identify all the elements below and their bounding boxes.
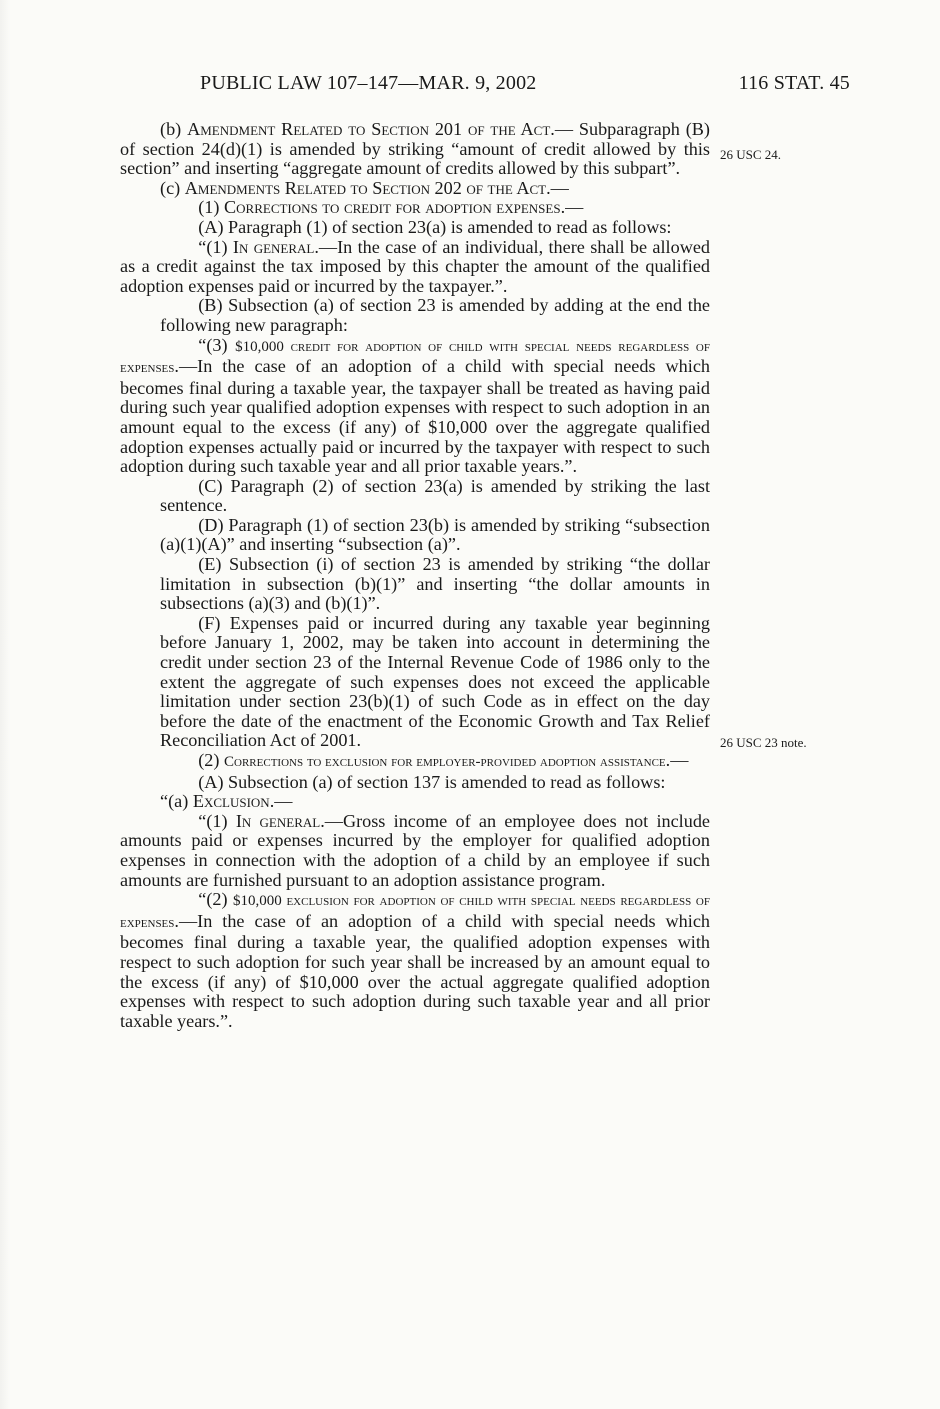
para-c-heading: Amendments Related to Section 202 of the Act — [184, 177, 547, 198]
quoted-3-number: “(3) — [198, 334, 236, 355]
quoted-a-heading: Exclusion — [192, 791, 270, 812]
quoted-a1-text: .—Gross income of an employee does not include amounts paid or expenses incurred by the employer for qualified adoption expenses in connection with the adoption of a child by an employee if such amounts are furnished pursuant to an adoption assistance program. — [120, 810, 710, 890]
para-b-text: .— Subparagraph (B) of section 24(d)(1) is amended by striking “amount of credit allowed by this section” and inserting “aggregate amount of credits allowed by this subpart”. — [120, 119, 710, 179]
page-edge-shadow — [0, 0, 10, 1409]
paragraph-c-1-f: (F) Expenses paid or incurred during any taxable year beginning before January 1, 2002, may be taken into account in determining the credit under section 23 of the Internal Revenue Code of 1986 only to the extent the aggregate of such expenses does not exceed the applicable limitation under section 23(b)(1) of such Code as in effect on the day before the date of the enactment of the Economic Growth and Tax Relief Reconciliation Act of 2001. — [160, 612, 710, 751]
quoted-a1-number: “(1) — [198, 810, 236, 831]
quoted-paragraph-3 — [120, 336, 710, 477]
quoted-1-number: “(1) — [198, 236, 233, 257]
quoted-subsection-a — [120, 792, 710, 812]
para-c2-number: (2) — [198, 750, 225, 770]
para-c1-text: .— — [560, 197, 584, 218]
quoted-1-text: .—In the case of an individual, there shall be allowed as a credit against the tax imposed by this chapter the amount of the qualified adoption expenses paid or incurred by the taxpayer.”. — [120, 236, 710, 296]
paragraph-c-2 — [120, 751, 710, 773]
quoted-1-heading: In general — [232, 236, 315, 257]
sidenote-26-usc-24: 26 USC 24. — [720, 147, 782, 162]
paragraph-c-1-c: (C) Paragraph (2) of section 23(a) is amended by striking the last sentence. — [160, 475, 710, 516]
quoted-a2-number: “(2) — [198, 889, 234, 910]
para-c1-heading: Corrections to credit for adoption expenses — [224, 197, 561, 218]
para-b-number: (b) — [160, 119, 188, 139]
quoted-a-paragraph-2 — [120, 890, 710, 1031]
para-c1-number: (1) — [198, 197, 225, 218]
quoted-a-number: “(a) — [160, 791, 193, 812]
para-c2-heading: Corrections to exclusion for employer-provided adoption assistance — [224, 754, 666, 770]
statutes-page-number: 116 STAT. 45 — [738, 72, 850, 94]
paragraph-c-1 — [120, 198, 710, 218]
paragraph-c-1-b: (B) Subsection (a) of section 23 is amended by adding at the end the following new paragraph: — [160, 295, 710, 335]
quoted-a2-text: .—In the case of an adoption of a child with special needs which becomes final during a taxable year, the qualified adoption expenses with respect to such adoption for such year shall be increased by an amount equal to the excess (if any) of $10,000 over the actual aggregate qualified adoption expenses with respect to such adoption during such taxable year and all prior taxable years.”. — [120, 910, 710, 1031]
quoted-3-heading: $10,000 credit for adoption of child with special needs regardless of expenses — [120, 338, 710, 377]
para-c-number: (c) — [160, 177, 185, 198]
paragraph-b — [120, 120, 710, 179]
paragraph-c-1-e: (E) Subsection (i) of section 23 is amended by striking “the dollar limitation in subsection (b)(1)” and inserting “the dollar amounts in subsections (a)(3) and (b)(1)”. — [160, 554, 710, 614]
document-body — [120, 120, 710, 1031]
paragraph-c-2-a: (A) Subsection (a) of section 137 is amended to read as follows: — [198, 771, 666, 792]
paragraph-c-1-a: (A) Paragraph (1) of section 23(a) is amended to read as follows: — [198, 216, 672, 237]
page-header — [0, 72, 940, 102]
quoted-paragraph-1 — [120, 238, 710, 297]
quoted-a2-heading: $10,000 exclusion for adoption of child with special needs regardless of expenses — [120, 893, 710, 931]
quoted-a-paragraph-1 — [120, 812, 710, 890]
running-head-title: PUBLIC LAW 107–147—MAR. 9, 2002 — [200, 72, 537, 94]
paragraph-c — [120, 179, 710, 199]
quoted-3-text: .—In the case of an adoption of a child with special needs which becomes final during a taxable year, the taxpayer shall be treated as having paid during such year qualified adoption expenses with respect to such adoption in an amount equal to the excess (if any) of $10,000 over the aggregate qualified adoption expenses actually paid or incurred by the taxpayer with respect to such adoption during such taxable year and all prior taxable years.”. — [120, 356, 710, 477]
paragraph-c-1-d: (D) Paragraph (1) of section 23(b) is amended by striking “subsection (a)(1)(A)” and inserting “subsection (a)”. — [160, 514, 710, 555]
para-c2-text: .— — [665, 750, 689, 770]
para-c-text: .— — [546, 177, 569, 198]
sidenote-26-usc-23-note: 26 USC 23 note. — [720, 735, 807, 750]
para-b-heading: Amendment Related to Section 201 of the Act — [187, 119, 551, 139]
quoted-a1-heading: In general — [235, 810, 321, 831]
quoted-a-text: .— — [269, 791, 293, 812]
